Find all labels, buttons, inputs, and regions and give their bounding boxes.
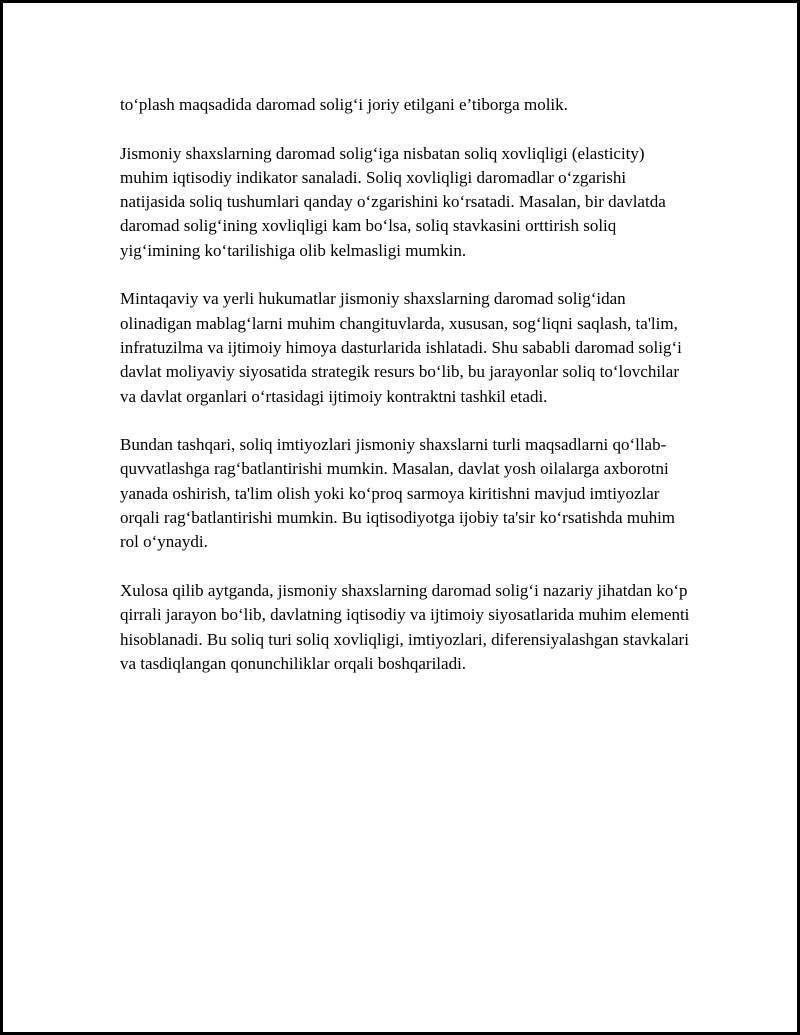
paragraph-tax-incentives: Bundan tashqari, soliq imtiyozlari jismoniy shaxslarni turli maqsadlarni qo‘llab-quvvatlashga rag‘batlantirishi mumkin. Masalan, davlat yosh oilalarga axborotni yanada oshirish, ta'lim olish yoki ko‘proq sarmoya kiritishni mavjud imtiyozlar orqali rag‘batlantirishi mumkin. Bu iqtisodiyotga ijobiy ta'sir ko‘rsatishda muhim rol o‘ynaydi. bbox=[120, 435, 676, 552]
paragraph-regional-governments: Mintaqaviy va yerli hukumatlar jismoniy shaxslarning daromad solig‘idan olinadigan mablag‘larni muhim changituvlarda, xususan, sog‘liqni saqlash, ta'lim, infratuzilma va ijtimoiy himoya dasturlarida ishlatadi. Shu sababli daromad solig‘i davlat moliyaviy siyosatida strategik resurs bo‘lib, bu jarayonlar soliq to‘lovchilar va davlat organlari o‘rtasidagi ijtimoiy kontraktni tashkil etadi. bbox=[120, 289, 682, 406]
paragraph-conclusion: Xulosa qilib aytganda, jismoniy shaxslarning daromad solig‘i nazariy jihatdan ko‘p qirrali jarayon bo‘lib, davlatning iqtisodiy va ijtimoiy siyosatlarida muhim elementi hisoblanadi. Bu soliq turi soliq xovliqligi, imtiyozlari, diferensiyalashgan stavkalari va tasdiqlangan qonunchiliklar orqali boshqariladi. bbox=[120, 580, 690, 673]
paragraph-elasticity: Jismoniy shaxslarning daromad solig‘iga nisbatan soliq xovliqligi (elasticity) muhim iqtisodiy indikator sanaladi. Soliq xovliqligi daromadlar o‘zgarishi natijasida soliq tushumlari qanday o‘zgarishini ko‘rsatadi. Masalan, bir davlatda daromad solig‘ining xovliqligi kam bo‘lsa, soliq stavkasini orttirish soliq yig‘imining ko‘tarilishiga olib kelmasligi mumkin. bbox=[120, 143, 666, 260]
document-body bbox=[120, 93, 695, 700]
paragraph-continuation: to‘plash maqsadida daromad solig‘i joriy etilgani e’tiborga molik. bbox=[120, 95, 568, 114]
